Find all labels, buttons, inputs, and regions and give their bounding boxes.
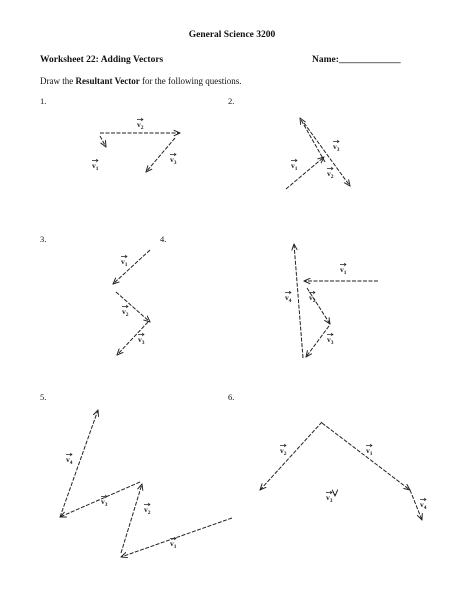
worksheet-title: Worksheet 22: Adding Vectors: [40, 55, 164, 65]
question-4-number: 4.: [160, 234, 167, 244]
instructions-bold: Resultant Vector: [75, 76, 140, 86]
q4-vector-3: [306, 326, 329, 357]
q2-label-v3: $v_3$: [333, 142, 340, 153]
q4-label-v1: $v_1$: [340, 265, 347, 276]
q5-label-v2: $v_2$: [144, 505, 151, 516]
instructions-before: Draw the: [40, 76, 76, 86]
q4-label-v2: $v_2$: [309, 293, 316, 304]
course-title: General Science 3200: [188, 30, 276, 40]
q1-label-v2: $v_2$: [137, 120, 144, 131]
name-label: Name:: [312, 55, 339, 65]
question-6-number: 6.: [228, 392, 235, 402]
q5-label-v1: $v_1$: [170, 539, 177, 550]
q2-label-v2: $v_2$: [327, 169, 334, 180]
q1-label-v1: $v_1$: [92, 161, 99, 172]
q6-label-v3: $v_3$: [326, 493, 333, 504]
question-2-number: 2.: [228, 96, 235, 106]
q4-label-v3: $v_3$: [327, 335, 334, 346]
q6-label-v1: $v_1$: [366, 446, 373, 457]
question-1-number: 1.: [40, 96, 47, 106]
q5-vector-1: [121, 518, 232, 557]
q2-label-v1: $v_1$: [291, 161, 298, 172]
instructions-after: for the following questions.: [139, 76, 242, 86]
q3-label-v1: $v_1$: [121, 257, 128, 268]
name-blank[interactable]: _____________: [338, 55, 401, 65]
q4-label-v4: $v_4$: [285, 293, 292, 304]
q5-label-v3: $v_3$: [101, 497, 108, 508]
q5-label-v4: $v_4$: [66, 455, 73, 466]
q6-label-v4: $v_4$: [420, 500, 427, 511]
q3-label-v3: $v_3$: [138, 335, 145, 346]
q3-label-v2: $v_2$: [122, 307, 129, 318]
q3-vector-1: [113, 250, 150, 284]
q6-vector-1: [322, 423, 410, 490]
question-5-number: 5.: [40, 392, 47, 402]
q3-vector-3: [117, 322, 148, 355]
q6-vector-2: [260, 422, 322, 490]
q5-vector-3: [60, 482, 140, 517]
q2-vector-2: [300, 118, 325, 162]
q4-vector-4: [294, 244, 303, 358]
question-3-number: 3.: [40, 234, 47, 244]
q5-vector-2: [121, 484, 142, 553]
q6-label-v2: $v_2$: [280, 446, 287, 457]
q1-vector-1: [100, 136, 106, 147]
q1-label-v3: $v_3$: [170, 155, 177, 166]
